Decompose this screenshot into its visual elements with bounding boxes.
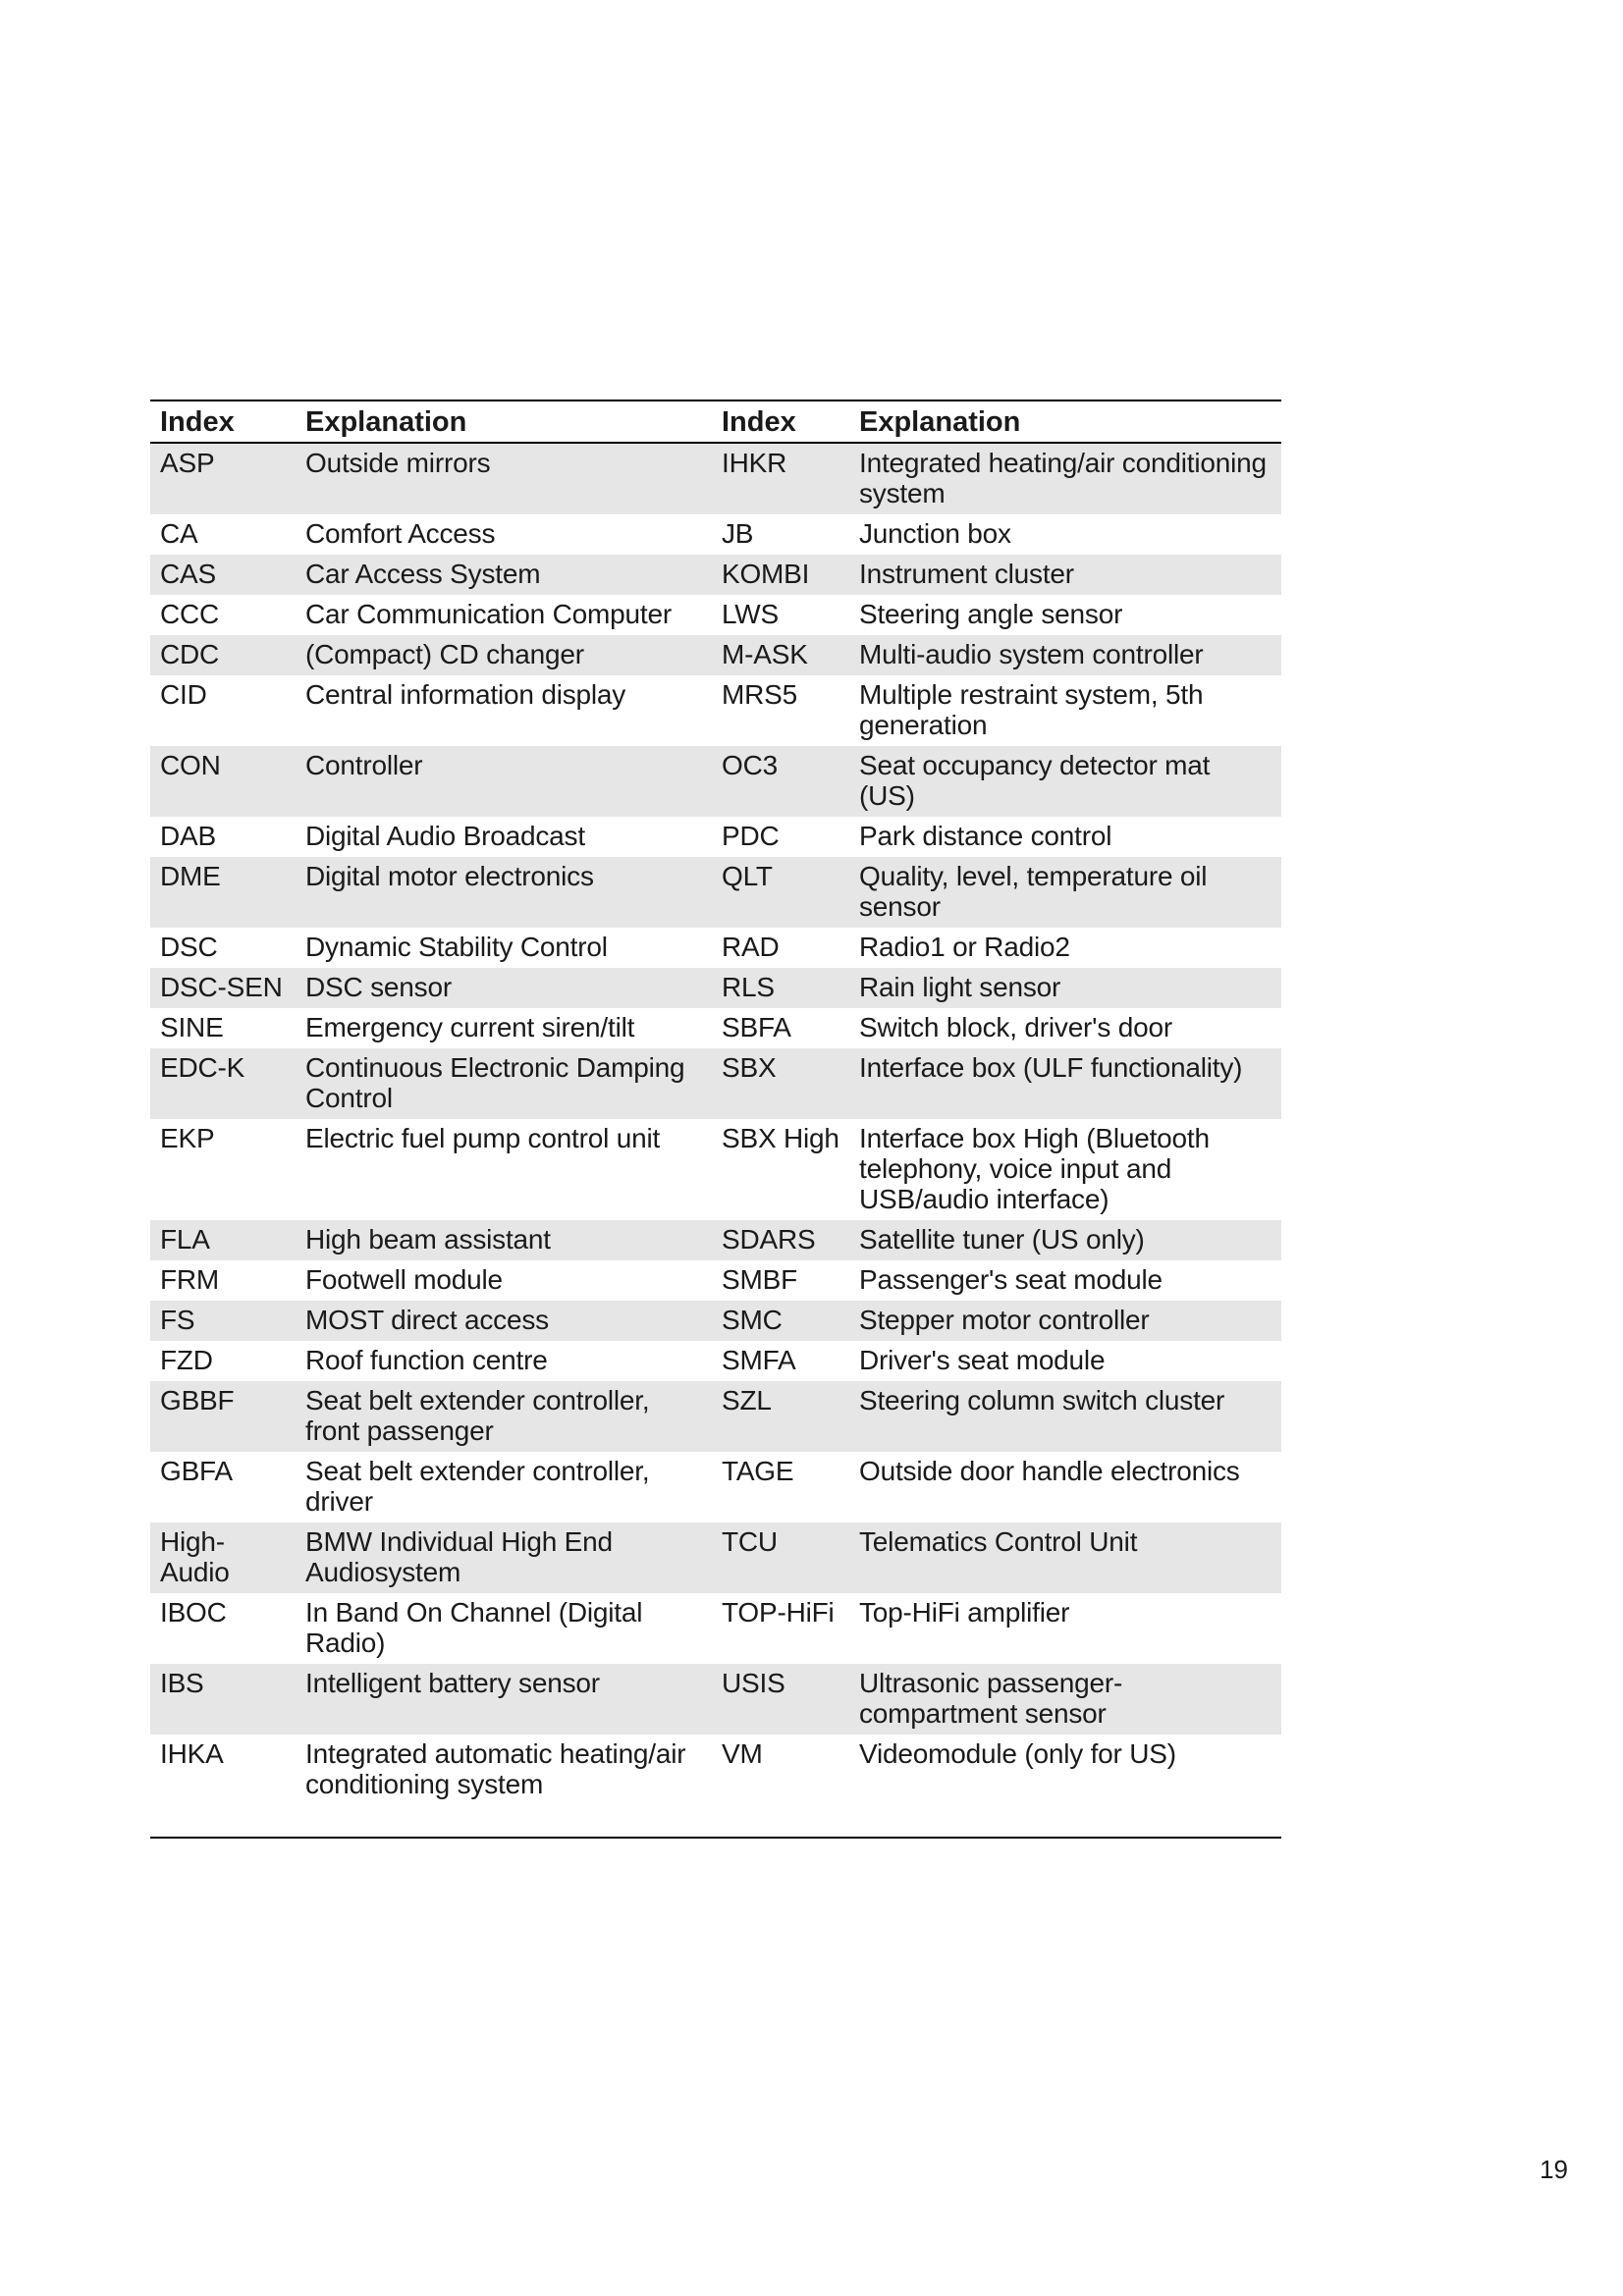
explanation-cell: Switch block, driver's door [849, 1008, 1281, 1048]
explanation-cell: Telematics Control Unit [849, 1522, 1281, 1593]
index-cell: PDC [712, 817, 849, 857]
table-body [150, 443, 1281, 1838]
index-cell: CCC [150, 595, 296, 635]
index-cell: SBFA [712, 1008, 849, 1048]
explanation-cell: Steering column switch cluster [849, 1381, 1281, 1452]
table-row [150, 1452, 1281, 1522]
index-cell: RLS [712, 968, 849, 1008]
explanation-cell: Central information display [296, 675, 712, 746]
index-cell: DAB [150, 817, 296, 857]
index-cell: IBOC [150, 1593, 296, 1664]
index-cell: CID [150, 675, 296, 746]
index-cell: IBS [150, 1664, 296, 1735]
explanation-cell: Integrated automatic heating/air conditioning system [296, 1735, 712, 1838]
index-cell: VM [712, 1735, 849, 1838]
explanation-cell: Passenger's seat module [849, 1260, 1281, 1301]
explanation-cell: Seat occupancy detector mat (US) [849, 746, 1281, 817]
explanation-cell: Continuous Electronic Damping Control [296, 1048, 712, 1119]
explanation-cell: Park distance control [849, 817, 1281, 857]
explanation-cell: Videomodule (only for US) [849, 1735, 1281, 1838]
index-cell: FRM [150, 1260, 296, 1301]
table-row [150, 1381, 1281, 1452]
explanation-cell: DSC sensor [296, 968, 712, 1008]
index-cell: CDC [150, 635, 296, 675]
table-row [150, 1119, 1281, 1220]
explanation-cell: Comfort Access [296, 514, 712, 555]
index-cell: SMBF [712, 1260, 849, 1301]
index-cell: JB [712, 514, 849, 555]
explanation-cell: Electric fuel pump control unit [296, 1119, 712, 1220]
header-explanation-2: Explanation [849, 400, 1281, 443]
explanation-cell: Interface box High (Bluetooth telephony, voice input and USB/audio interface) [849, 1119, 1281, 1220]
index-cell: High-Audio [150, 1522, 296, 1593]
index-cell: FS [150, 1301, 296, 1341]
index-cell: TCU [712, 1522, 849, 1593]
table-row [150, 928, 1281, 968]
index-cell: CAS [150, 555, 296, 595]
table-row [150, 1593, 1281, 1664]
index-cell: CA [150, 514, 296, 555]
index-cell: GBFA [150, 1452, 296, 1522]
index-cell: OC3 [712, 746, 849, 817]
explanation-cell: MOST direct access [296, 1301, 712, 1341]
index-cell: DSC [150, 928, 296, 968]
table-row [150, 1301, 1281, 1341]
index-cell: SZL [712, 1381, 849, 1452]
index-cell: TOP-HiFi [712, 1593, 849, 1664]
index-cell: LWS [712, 595, 849, 635]
explanation-cell: Integrated heating/air conditioning system [849, 443, 1281, 514]
explanation-cell: Dynamic Stability Control [296, 928, 712, 968]
explanation-cell: (Compact) CD changer [296, 635, 712, 675]
index-cell: MRS5 [712, 675, 849, 746]
table-header [150, 400, 1281, 443]
index-cell: ASP [150, 443, 296, 514]
table-row [150, 1664, 1281, 1735]
index-cell: EKP [150, 1119, 296, 1220]
table-row [150, 635, 1281, 675]
table-row [150, 1220, 1281, 1260]
explanation-cell: Ultrasonic passenger-compartment sensor [849, 1664, 1281, 1735]
explanation-cell: Digital motor electronics [296, 857, 712, 928]
index-cell: KOMBI [712, 555, 849, 595]
explanation-cell: Steering angle sensor [849, 595, 1281, 635]
header-index-1: Index [150, 400, 296, 443]
index-cell: EDC-K [150, 1048, 296, 1119]
explanation-cell: Seat belt extender controller, front passenger [296, 1381, 712, 1452]
explanation-cell: Outside door handle electronics [849, 1452, 1281, 1522]
table-row [150, 675, 1281, 746]
explanation-cell: High beam assistant [296, 1220, 712, 1260]
explanation-cell: Car Access System [296, 555, 712, 595]
explanation-cell: Quality, level, temperature oil sensor [849, 857, 1281, 928]
explanation-cell: Top-HiFi amplifier [849, 1593, 1281, 1664]
explanation-cell: Interface box (ULF functionality) [849, 1048, 1281, 1119]
table-row [150, 1522, 1281, 1593]
index-cell: SINE [150, 1008, 296, 1048]
explanation-cell: Radio1 or Radio2 [849, 928, 1281, 968]
explanation-cell: Controller [296, 746, 712, 817]
table-header-row [150, 400, 1281, 443]
explanation-cell: Instrument cluster [849, 555, 1281, 595]
index-cell: SDARS [712, 1220, 849, 1260]
explanation-cell: Multi-audio system controller [849, 635, 1281, 675]
explanation-cell: Rain light sensor [849, 968, 1281, 1008]
table-row [150, 595, 1281, 635]
explanation-cell: In Band On Channel (Digital Radio) [296, 1593, 712, 1664]
explanation-cell: Driver's seat module [849, 1341, 1281, 1381]
explanation-cell: Outside mirrors [296, 443, 712, 514]
index-cell: RAD [712, 928, 849, 968]
explanation-cell: Roof function centre [296, 1341, 712, 1381]
explanation-cell: Digital Audio Broadcast [296, 817, 712, 857]
index-cell: M-ASK [712, 635, 849, 675]
explanation-cell: Car Communication Computer [296, 595, 712, 635]
table-row [150, 968, 1281, 1008]
table-row [150, 1048, 1281, 1119]
header-explanation-1: Explanation [296, 400, 712, 443]
index-cell: SMC [712, 1301, 849, 1341]
explanation-cell: Multiple restraint system, 5th generation [849, 675, 1281, 746]
explanation-cell: Satellite tuner (US only) [849, 1220, 1281, 1260]
index-cell: GBBF [150, 1381, 296, 1452]
index-cell: SBX High [712, 1119, 849, 1220]
table-row [150, 857, 1281, 928]
explanation-cell: Stepper motor controller [849, 1301, 1281, 1341]
table-row [150, 817, 1281, 857]
index-cell: SBX [712, 1048, 849, 1119]
index-cell: DME [150, 857, 296, 928]
index-cell: FLA [150, 1220, 296, 1260]
table-row [150, 1735, 1281, 1838]
index-cell: USIS [712, 1664, 849, 1735]
index-cell: QLT [712, 857, 849, 928]
table-row [150, 746, 1281, 817]
table-row [150, 1260, 1281, 1301]
index-cell: TAGE [712, 1452, 849, 1522]
header-index-2: Index [712, 400, 849, 443]
index-cell: IHKR [712, 443, 849, 514]
table-row [150, 514, 1281, 555]
table-row [150, 443, 1281, 514]
explanation-cell: Footwell module [296, 1260, 712, 1301]
explanation-cell: Seat belt extender controller, driver [296, 1452, 712, 1522]
index-cell: CON [150, 746, 296, 817]
explanation-cell: Intelligent battery sensor [296, 1664, 712, 1735]
index-cell: SMFA [712, 1341, 849, 1381]
table-row [150, 555, 1281, 595]
index-cell: DSC-SEN [150, 968, 296, 1008]
table-row [150, 1008, 1281, 1048]
explanation-cell: BMW Individual High End Audiosystem [296, 1522, 712, 1593]
page-number: 19 [1540, 2155, 1568, 2184]
explanation-cell: Emergency current siren/tilt [296, 1008, 712, 1048]
explanation-cell: Junction box [849, 514, 1281, 555]
index-cell: FZD [150, 1341, 296, 1381]
abbreviation-table [150, 400, 1281, 1839]
table-row [150, 1341, 1281, 1381]
index-cell: IHKA [150, 1735, 296, 1838]
